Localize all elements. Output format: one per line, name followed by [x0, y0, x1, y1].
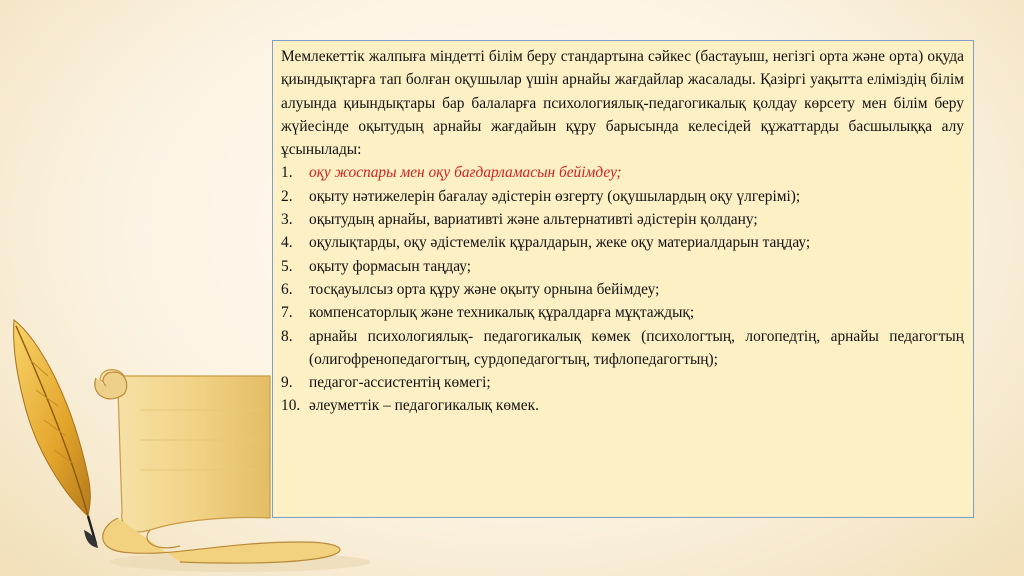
list-item-number: 1.: [281, 164, 293, 182]
list-item: [281, 161, 964, 184]
list-item-number: 7.: [281, 304, 293, 322]
list-item-number: 6.: [281, 280, 293, 298]
list-item-number: 8.: [281, 327, 293, 345]
intro-paragraph: Мемлекеттік жалпыға міндетті білім беру стандартына сәйкес (бастауыш, негізгі орта және орта) оқуда қиындықтарға тап болған оқушылар үшін арнайы жағдайлар жасалады. Қазіргі уақытта еліміздің білім алуында қиындықтары бар балаларға психологиялық-педагогикалық қолдау көрсету мен білім беру жүйесінде оқытудың арнайы жағдайын құру барысында келесідей құжаттарды басшылыққа алу ұсынылады:: [281, 48, 964, 159]
list-item: [281, 278, 964, 301]
list-item-text: тосқауылсыз орта құру және оқыту орнына бейімдеу;: [309, 280, 660, 298]
content-text-box: [272, 40, 974, 518]
list-item: [281, 255, 964, 278]
list-item-text: оқулықтарды, оқу әдістемелік құралдарын, жеке оқу материалдарын таңдау;: [309, 234, 811, 252]
list-item-number: 9.: [281, 374, 293, 392]
list-item: [281, 371, 964, 394]
list-item: [281, 394, 964, 417]
list-item-text: оқу жоспары мен оқу бағдарламасын бейімдеу;: [309, 164, 622, 182]
list-item-text: компенсаторлық және техникалық құралдарға мұқтаждық;: [309, 304, 695, 322]
list-item: [281, 301, 964, 324]
list-item: [281, 208, 964, 231]
list-item: [281, 325, 964, 372]
quill-feather-icon: [14, 320, 98, 548]
list-item-number: 3.: [281, 211, 293, 229]
list-item-text: оқыту нәтижелерін бағалау әдістерін өзгерту (оқушылардың оқу үлгерімі);: [309, 187, 801, 205]
list-item-text: әлеуметтік – педагогикалық көмек.: [309, 397, 539, 415]
list-item: [281, 231, 964, 254]
list-item-text: арнайы психологиялық- педагогикалық көмек (психологтың, логопедтің, арнайы педагогтың (олигофренопедагогтың, сурдопедагогтың, тифлопедагогтың);: [309, 327, 964, 368]
list-item-number: 10.: [281, 397, 301, 415]
list-item-number: 2.: [281, 187, 293, 205]
list-item-text: оқыту формасын таңдау;: [309, 257, 472, 275]
list-item: [281, 185, 964, 208]
list-item-text: педагог-ассистентің көмегі;: [309, 374, 491, 392]
list-item-number: 4.: [281, 234, 293, 252]
list-item-number: 5.: [281, 257, 293, 275]
requirements-list: [281, 161, 964, 417]
list-item-text: оқытудың арнайы, вариативті және альтернативті әдістерін қолдану;: [309, 211, 758, 229]
